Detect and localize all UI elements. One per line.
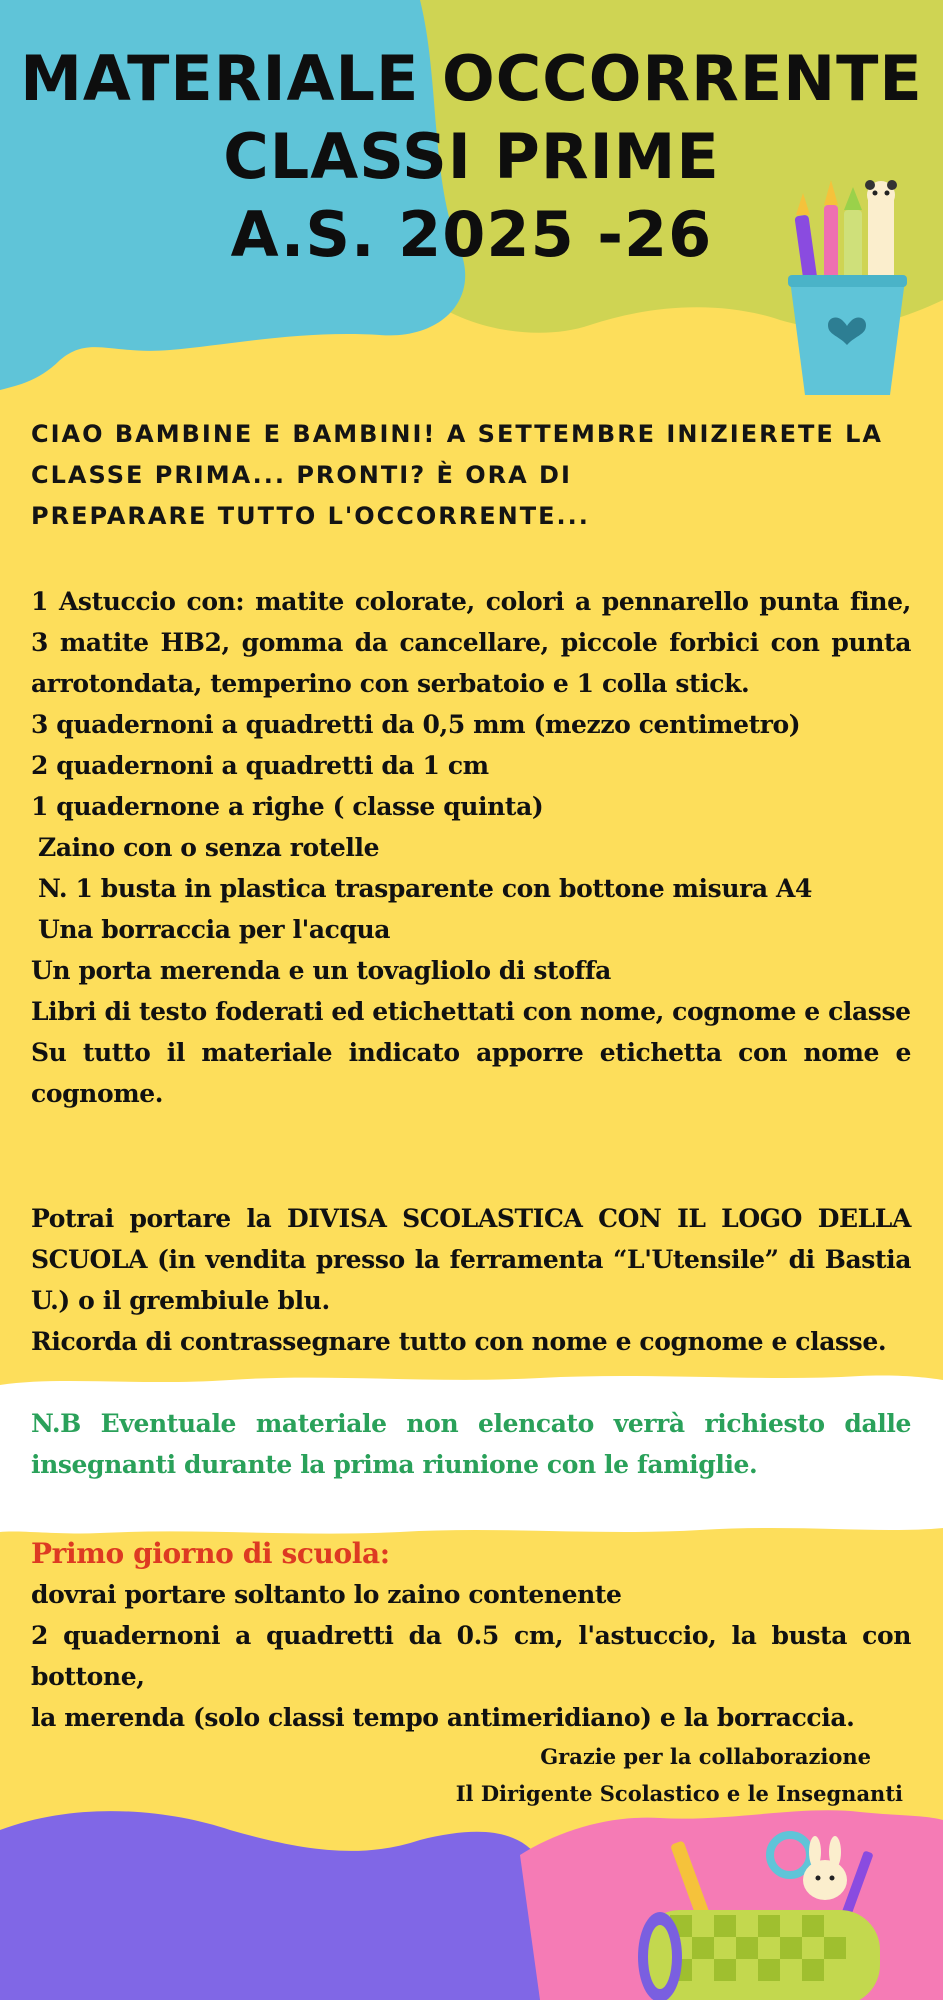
uniform-text: Potrai portare la DIVISA SCOLASTICA CON IL LOGO DELLA SCUOLA (in vendita presso la ferramenta “L'Utensile” di Bastia U.) o il grembiule blu.: [31, 1204, 911, 1315]
intro-line-1: CIAO BAMBINE E BAMBINI! A SETTEMBRE INIZIERETE LA CLASSE PRIMA... PRONTI? È ORA DI: [31, 420, 883, 489]
first-day-section: [31, 1533, 911, 1738]
list-item: 3 quadernoni a quadretti da 0,5 mm (mezzo centimetro): [31, 710, 801, 739]
title-line-3: A.S. 2025 -26: [230, 198, 713, 271]
thanks-text: Grazie per la collaborazione: [540, 1744, 871, 1769]
uniform-section: [31, 1198, 911, 1362]
title-line-1: MATERIALE OCCORRENTE: [20, 42, 923, 115]
signature-text: Il Dirigente Scolastico e le Insegnanti: [455, 1781, 903, 1806]
nb-note: N.B Eventuale materiale non elencato verrà richiesto dalle insegnanti durante la prima riunione con le famiglie.: [31, 1409, 911, 1479]
title-line-2: CLASSI PRIME: [223, 120, 720, 193]
pencil-case-icon: [630, 1820, 890, 2000]
books-item: Libri di testo foderati ed etichettati con nome, cognome e classe: [31, 997, 911, 1026]
list-item: Zaino con o senza rotelle: [38, 833, 380, 862]
intro-greeting: [31, 414, 911, 537]
list-item: 2 quadernoni a quadretti da 1 cm: [31, 751, 489, 780]
list-item: 1 quadernone a righe ( classe quinta): [31, 792, 544, 821]
pencil-case-item: 1 Astuccio con: matite colorate, colori a pennarello punta fine, 3 matite HB2, gomma da cancellare, piccole forbici con punta arrotondata, temperino con serbatoio e 1 colla stick.: [31, 587, 911, 698]
page-title: [0, 40, 943, 274]
labels-item: Su tutto il materiale indicato apporre etichetta con nome e cognome.: [31, 1038, 911, 1108]
materials-list: [31, 581, 911, 1114]
first-day-line-1: dovrai portare soltanto lo zaino contenente: [31, 1580, 622, 1609]
closing-signature: [456, 1738, 903, 1812]
list-item: N. 1 busta in plastica trasparente con bottone misura A4: [38, 874, 812, 903]
intro-line-2: PREPARARE TUTTO L'OCCORRENTE...: [31, 502, 590, 530]
first-day-line-3: la merenda (solo classi tempo antimeridiano) e la borraccia.: [31, 1703, 855, 1732]
list-item: Un porta merenda e un tovagliolo di stoffa: [31, 956, 611, 985]
first-day-line-2: 2 quadernoni a quadretti da 0.5 cm, l'astuccio, la busta con bottone,: [31, 1621, 911, 1691]
list-item: Una borraccia per l'acqua: [38, 915, 391, 944]
first-day-heading: Primo giorno di scuola:: [31, 1537, 390, 1570]
uniform-reminder: Ricorda di contrassegnare tutto con nome e cognome e classe.: [31, 1327, 887, 1356]
